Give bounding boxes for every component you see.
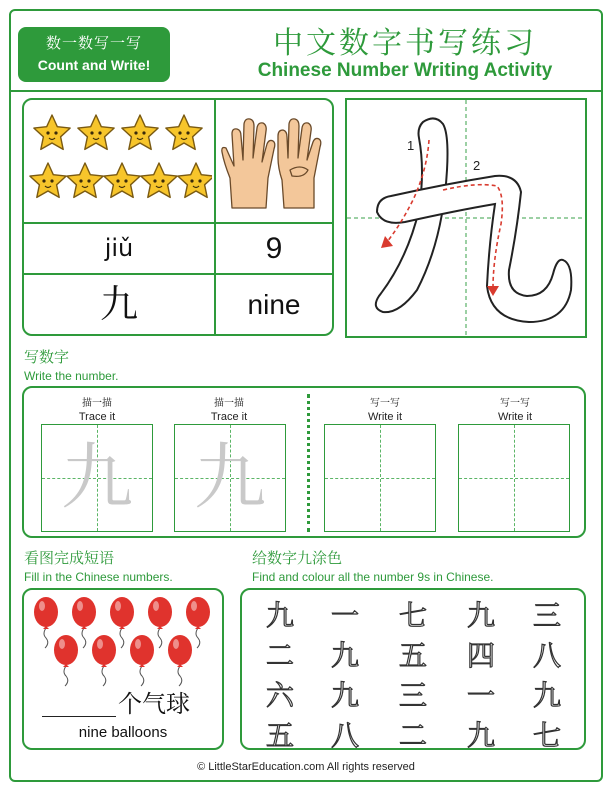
colour-character[interactable]: 四 — [466, 639, 495, 672]
measure-word-phrase: 个气球 — [118, 690, 190, 718]
colour-section-title-en: Find and colour all the number 9s in Chinese. — [252, 570, 494, 584]
colour-character[interactable]: 五 — [398, 639, 427, 672]
nine-fingers-hands-icon — [218, 108, 330, 218]
balloon-icon — [72, 597, 96, 648]
stroke-number-2: 2 — [473, 158, 481, 173]
colour-character[interactable]: 九 — [330, 679, 359, 712]
star-icon — [104, 163, 140, 197]
colour-character[interactable]: 五 — [265, 719, 294, 752]
stroke-number-1: 1 — [407, 138, 415, 153]
star-icon — [166, 115, 202, 149]
number-info-card — [22, 98, 334, 336]
page-title-zh: 中文数字书写练习 — [273, 26, 537, 61]
balloon-icon — [186, 597, 210, 648]
badge-en: Count and Write! — [37, 57, 151, 73]
stroke-order-diagram — [347, 100, 585, 336]
write-grid-1[interactable] — [324, 424, 436, 532]
colour-character[interactable]: 七 — [398, 599, 427, 632]
balloons-illustration — [24, 590, 222, 690]
column-label: 描一描 Trace it — [210, 398, 248, 423]
star-icon — [30, 163, 66, 197]
trace-character: 九 — [60, 435, 133, 519]
colour-character[interactable]: 八 — [330, 719, 359, 752]
balloon-icon — [54, 635, 78, 686]
colour-character[interactable]: 一 — [330, 599, 359, 632]
star-icon — [78, 115, 114, 149]
write-section-title-en: Write the number. — [24, 369, 119, 383]
balloon-icon — [130, 635, 154, 686]
write-section-title-zh: 写数字 — [24, 348, 70, 366]
colour-character[interactable]: 九 — [466, 599, 495, 632]
colour-grid-card — [240, 588, 586, 750]
trace-grid-2[interactable] — [174, 424, 286, 532]
star-icon — [141, 163, 177, 197]
column-label: 描一描 Trace it — [78, 398, 116, 423]
column-label: 写一写 Write it — [497, 398, 533, 423]
hanzi-label: 九 — [99, 282, 138, 326]
trace-character: 九 — [193, 435, 266, 519]
balloon-icon — [34, 597, 58, 648]
count-write-badge — [18, 27, 170, 82]
star-icon — [178, 163, 212, 197]
star-icon — [67, 163, 103, 197]
colour-character[interactable]: 三 — [398, 679, 427, 712]
balloon-icon — [92, 635, 116, 686]
digit-label: 9 — [265, 232, 283, 265]
colour-character[interactable]: 一 — [466, 679, 495, 712]
write-practice-card — [22, 386, 586, 538]
badge-zh: 数一数写一写 — [45, 34, 142, 52]
english-word-label: nine — [247, 289, 301, 320]
colour-character[interactable]: 二 — [265, 639, 294, 672]
colour-character[interactable]: 九 — [330, 639, 359, 672]
star-icon — [122, 115, 158, 149]
section-dotted-divider — [307, 394, 310, 532]
stars-illustration — [28, 104, 212, 220]
write-grid-2[interactable] — [458, 424, 570, 532]
colour-character[interactable]: 八 — [532, 639, 561, 672]
colour-character[interactable]: 九 — [466, 719, 495, 752]
star-icon — [34, 115, 70, 149]
colour-section-title-zh: 给数字九涂色 — [252, 549, 343, 567]
colour-character[interactable]: 九 — [265, 599, 294, 632]
balloon-icon — [148, 597, 172, 648]
page-title-en: Chinese Number Writing Activity — [257, 60, 553, 81]
colour-character[interactable]: 六 — [265, 679, 294, 712]
phrase-section-title-zh: 看图完成短语 — [24, 549, 115, 567]
copyright-footer: © LittleStarEducation.com All rights reserved — [197, 761, 415, 773]
colour-character[interactable]: 三 — [532, 599, 561, 632]
colour-character[interactable]: 二 — [398, 719, 427, 752]
phrase-section-title-en: Fill in the Chinese numbers. — [24, 570, 173, 584]
answer-blank-line[interactable] — [42, 716, 116, 717]
balloon-icon — [110, 597, 134, 648]
header-divider — [11, 90, 601, 92]
colour-character[interactable]: 七 — [532, 719, 561, 752]
trace-grid-1[interactable] — [41, 424, 153, 532]
pinyin-label: jiǔ — [104, 234, 134, 262]
balloon-caption: nine balloons — [78, 724, 168, 741]
balloon-icon — [168, 635, 192, 686]
column-label: 写一写 Write it — [367, 398, 403, 423]
balloon-phrase-card — [22, 588, 224, 750]
stroke-order-box — [345, 98, 587, 338]
colour-character[interactable]: 九 — [532, 679, 561, 712]
